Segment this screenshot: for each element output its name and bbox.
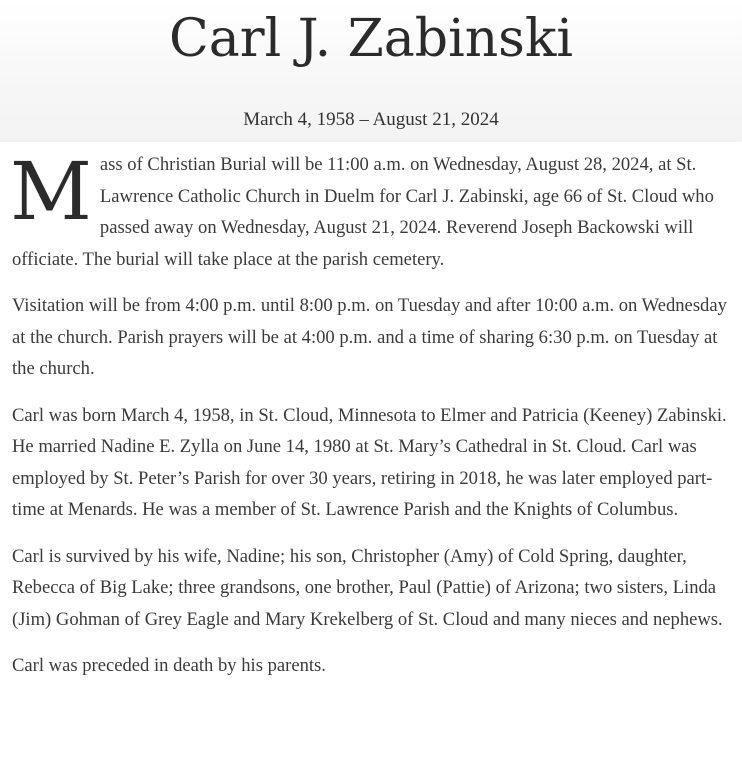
drop-cap: M: [10, 145, 92, 238]
paragraph-biography: Carl was born March 4, 1958, in St. Cloud, Minnesota to Elmer and Patricia (Keeney) Zabinski. He married Nadine E. Zylla on June 14, 1980 at St. Mary’s Cathedral in St. Cloud. Carl was employed by St. Peter’s Parish for over 30 years, retiring in 2018, he was later employed part-time at Menards. He was a member of St. Lawrence Parish and the Knights of Columbus.: [12, 404, 727, 520]
obituary-body: [10, 145, 734, 697]
deceased-name: Carl J. Zabinski: [168, 9, 574, 69]
paragraph-survivors: Carl is survived by his wife, Nadine; his son, Christopher (Amy) of Cold Spring, daughter, Rebecca of Big Lake; three grandsons, one brother, Paul (Pattie) of Arizona; two sisters, Linda (Jim) Gohman of Grey Eagle and Mary Krekelberg of St. Cloud and many nieces and nephews.: [12, 545, 723, 630]
paragraph-preceded: Carl was preceded in death by his parents.: [12, 655, 326, 676]
paragraph-service-text: ass of Christian Burial will be 11:00 a.m. on Wednesday, August 28, 2024, at St. Lawrence Catholic Church in Duelm for Carl J. Zabinski, age 66 of St. Cloud who passed away on Wednesday, August 21, 2024. Reverend Joseph Backowski will officiate. The burial will take place at the parish cemetery.: [12, 154, 714, 270]
life-dates: March 4, 1958 – August 21, 2024: [243, 109, 499, 130]
paragraph-service: [10, 145, 734, 275]
paragraph-visitation: Visitation will be from 4:00 p.m. until 8:00 p.m. on Tuesday and after 10:00 a.m. on Wednesday at the church. Parish prayers will be at 4:00 p.m. and a time of sharing 6:30 p.m. on Tuesday at the church.: [12, 295, 727, 379]
